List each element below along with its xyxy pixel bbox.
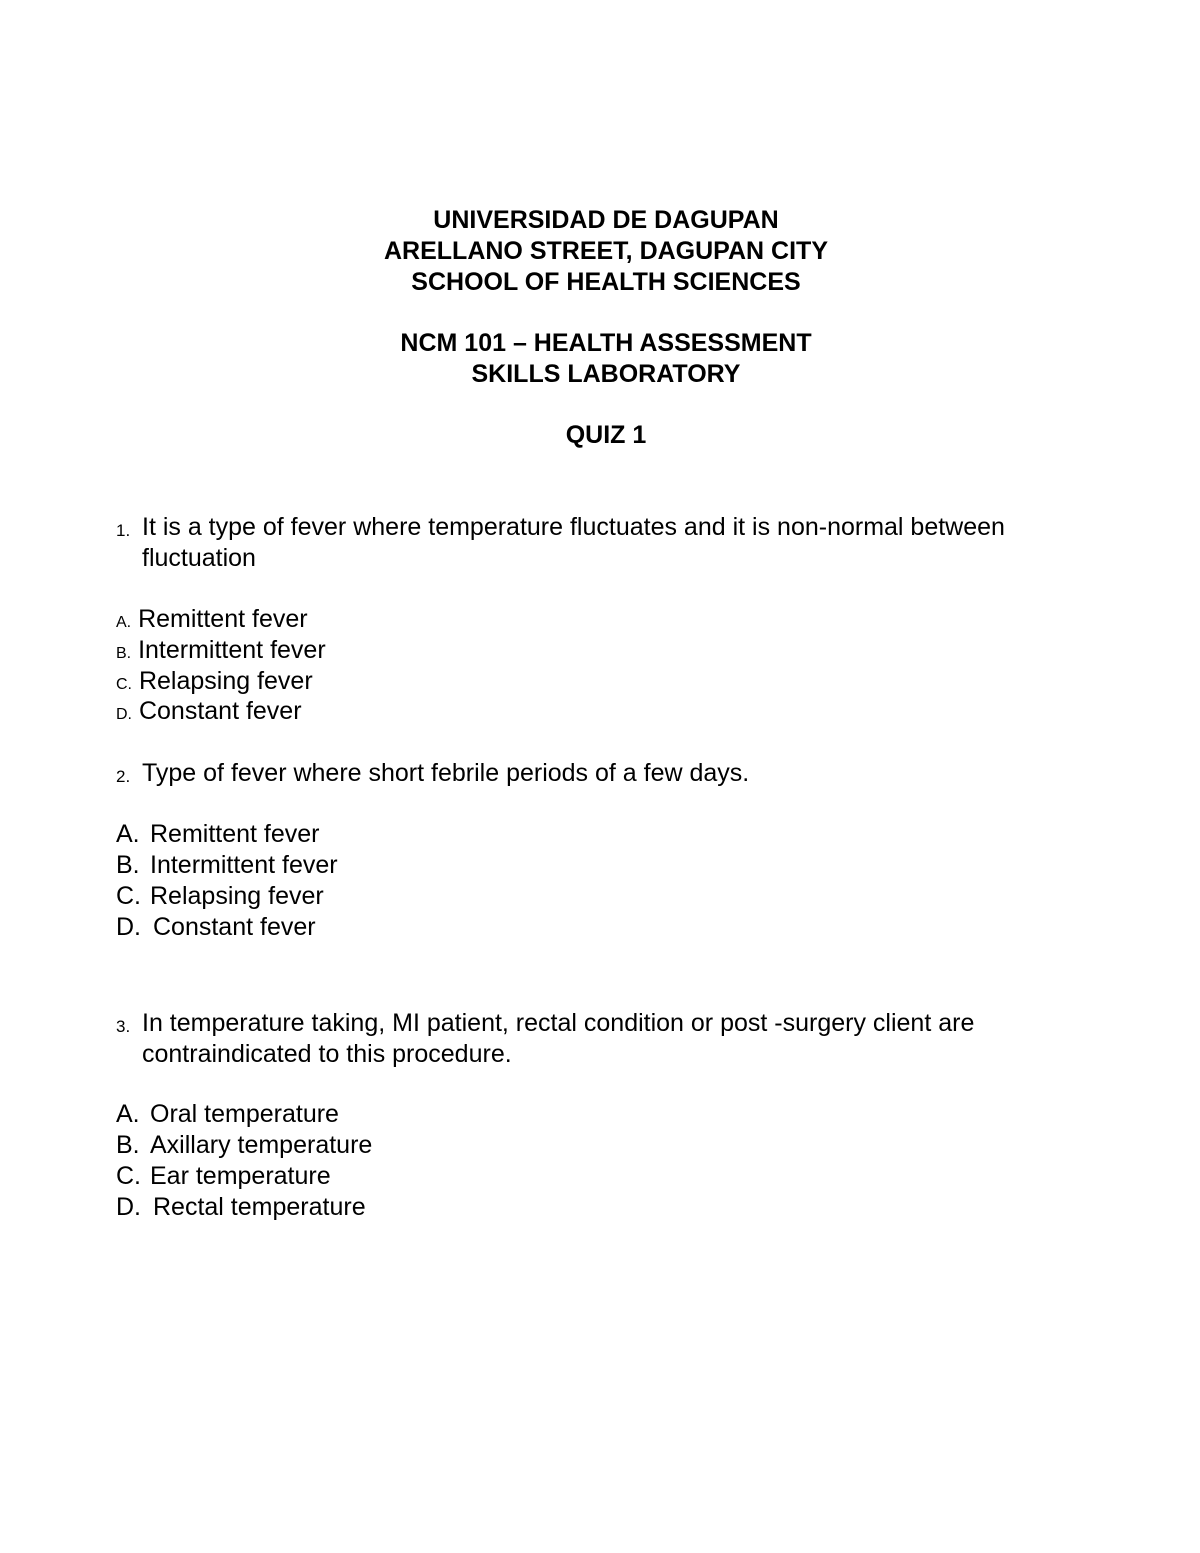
option-text: Remittent fever <box>150 820 320 848</box>
school-name: SCHOOL OF HEALTH SCIENCES <box>411 268 801 296</box>
question-3-option-d <box>116 1192 366 1223</box>
option-text: Relapsing fever <box>150 882 324 910</box>
institution-address: ARELLANO STREET, DAGUPAN CITY <box>384 237 828 265</box>
question-number <box>116 759 130 792</box>
option-text: Oral temperature <box>150 1100 339 1128</box>
option-letter: A. <box>116 820 140 848</box>
question-2-option-b <box>116 850 338 881</box>
question-3-number: 3. <box>116 1017 131 1036</box>
option-text: Constant fever <box>153 913 316 941</box>
question-2-number: 2. <box>116 767 131 786</box>
course-subtitle: SKILLS LABORATORY <box>471 360 741 388</box>
question-2-option-d <box>116 912 316 943</box>
option-text: Remittent fever <box>138 605 308 633</box>
option-letter: C. <box>116 1162 141 1190</box>
option-text: Intermittent fever <box>150 851 338 879</box>
question-1-option-c <box>116 666 313 700</box>
institution-name: UNIVERSIDAD DE DAGUPAN <box>433 206 779 234</box>
option-letter: C. <box>116 676 132 693</box>
question-1-text-line2: fluctuation <box>142 544 256 572</box>
option-letter: C. <box>116 882 141 910</box>
option-text: Rectal temperature <box>153 1193 366 1221</box>
option-letter: D. <box>116 1193 141 1221</box>
option-letter: D. <box>116 706 132 723</box>
option-letter: B. <box>116 851 140 879</box>
question-2-option-c <box>116 881 324 912</box>
question-number <box>116 1009 130 1042</box>
question-3-option-c <box>116 1161 331 1192</box>
question-number <box>116 513 130 546</box>
question-1-option-d <box>116 696 302 730</box>
question-1-number: 1. <box>116 521 131 540</box>
question-1-option-a <box>116 604 308 638</box>
option-text: Relapsing fever <box>138 667 313 695</box>
course-title: NCM 101 – HEALTH ASSESSMENT <box>400 329 812 357</box>
option-text: Intermittent fever <box>138 636 326 664</box>
question-1-text-line1: It is a type of fever where temperature fluctuates and it is non-normal between <box>142 513 1005 541</box>
quiz-title: QUIZ 1 <box>565 421 647 449</box>
question-1-option-b <box>116 635 326 669</box>
option-text: Ear temperature <box>150 1162 331 1190</box>
option-letter: B. <box>116 645 132 662</box>
question-3-option-b <box>116 1130 372 1161</box>
question-3-text-line1: In temperature taking, MI patient, rectal condition or post -surgery client are <box>142 1009 975 1037</box>
option-letter: D. <box>116 913 141 941</box>
option-text: Axillary temperature <box>150 1131 373 1159</box>
option-letter: A. <box>116 1100 140 1128</box>
option-letter: A. <box>116 614 132 631</box>
question-3-text-line2: contraindicated to this procedure. <box>142 1040 512 1068</box>
question-3-option-a <box>116 1099 339 1130</box>
option-text: Constant fever <box>138 697 302 725</box>
option-letter: B. <box>116 1131 140 1159</box>
question-2-option-a <box>116 819 320 850</box>
question-2-text-line1: Type of fever where short febrile periods of a few days. <box>142 759 750 787</box>
